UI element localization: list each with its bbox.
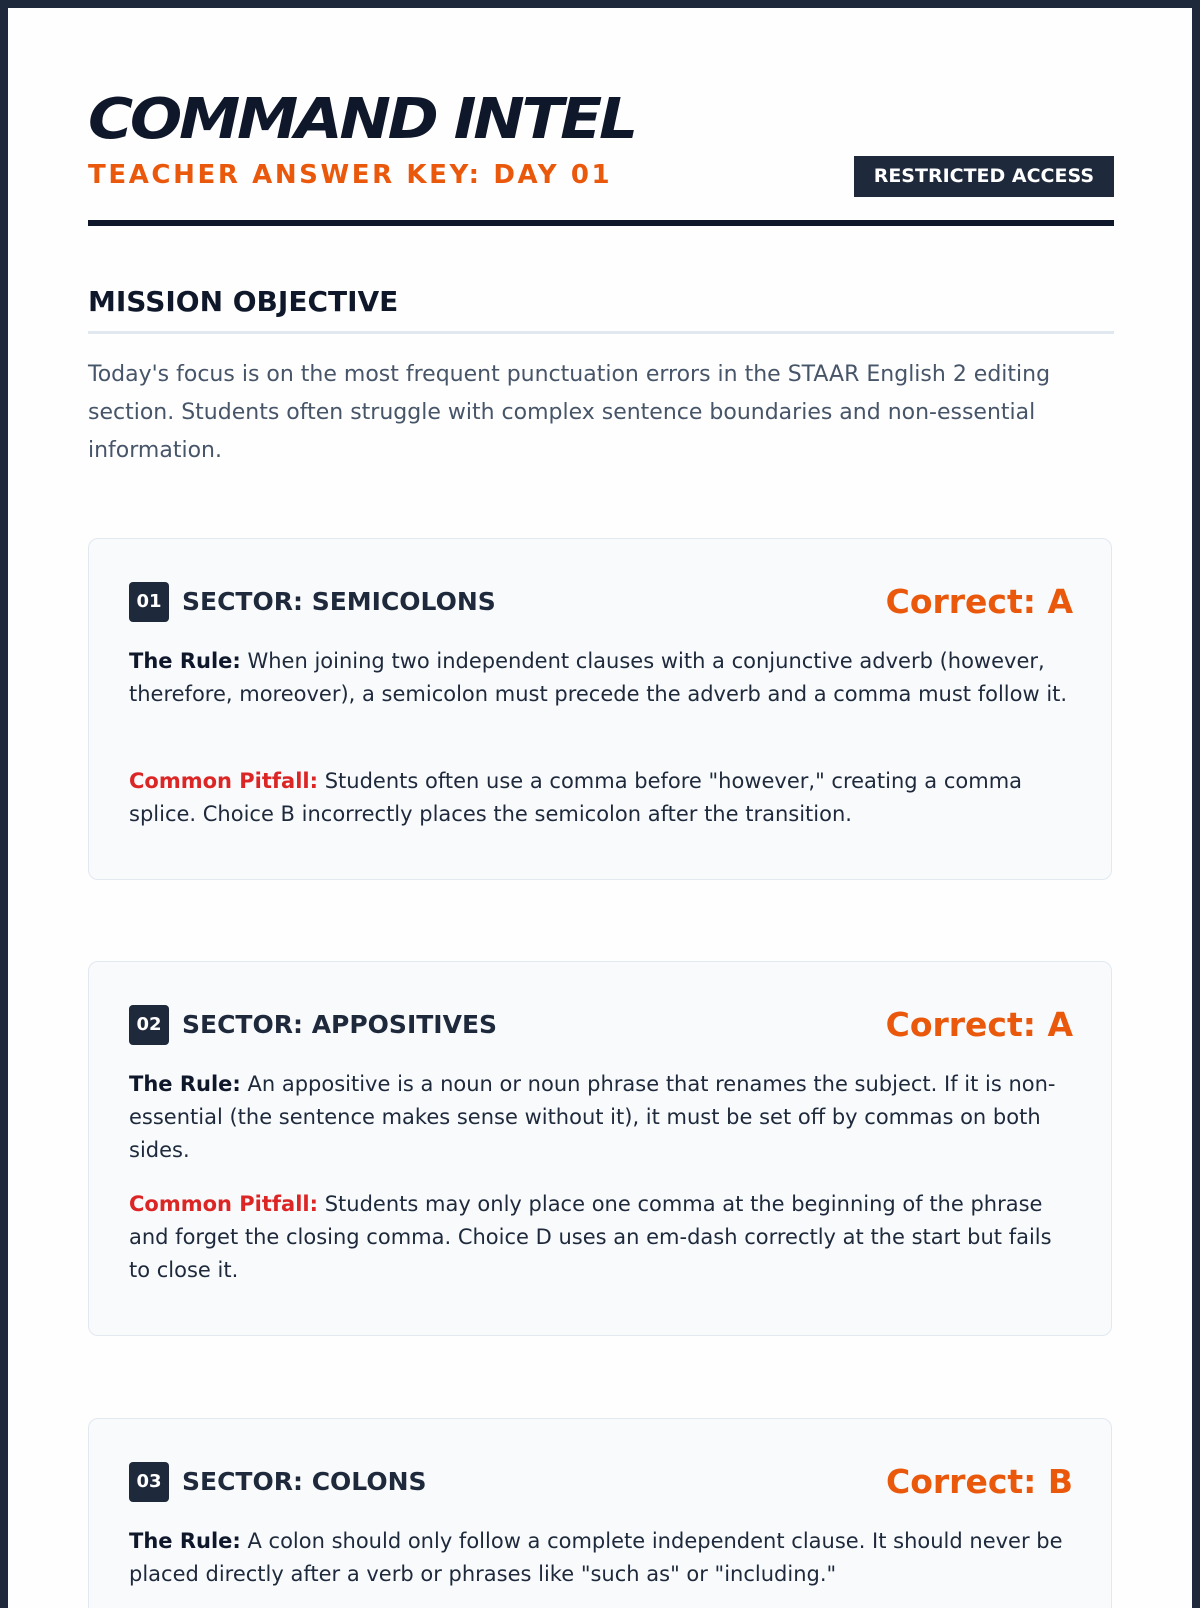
rule-paragraph (129, 1525, 1073, 1591)
rule-paragraph (129, 645, 1073, 711)
sector-number-badge: 02 (129, 1005, 169, 1045)
sector-title: SECTOR: COLONS (182, 1467, 427, 1496)
restricted-access-badge: RESTRICTED ACCESS (854, 156, 1114, 197)
sector-card-header (129, 582, 1073, 622)
pitfall-text: Students often use a comma before "however," creating a comma splice. Choice B incorrectly places the semicolon after the transition. (129, 769, 1023, 826)
sector-card-header (129, 1462, 1073, 1502)
rule-text: A colon should only follow a complete independent clause. It should never be placed directly after a verb or phrases like "such as" or "including." (129, 1529, 1063, 1586)
pitfall-text: Students may only place one comma at the beginning of the phrase and forget the closing comma. Choice D uses an em-dash correctly at the start but fails to close it. (129, 1192, 1052, 1282)
brand-title: COMMAND INTEL (88, 87, 635, 152)
sector-card-colons (88, 1418, 1112, 1608)
header-divider (88, 220, 1114, 226)
sector-number-badge: 01 (129, 582, 169, 622)
sector-card-semicolons (88, 538, 1112, 880)
section-divider (88, 331, 1114, 334)
pitfall-label: Common Pitfall: (129, 769, 319, 793)
pitfall-label: Common Pitfall: (129, 1192, 319, 1216)
correct-answer: Correct: A (885, 582, 1073, 621)
correct-answer: Correct: A (885, 1005, 1073, 1044)
mission-objective-text: Today's focus is on the most frequent punctuation errors in the STAAR English 2 editing section. Students often struggle with complex sentence boundaries and non-essential information. (88, 362, 1051, 463)
answer-key-page (8, 8, 1192, 1608)
pitfall-paragraph (129, 765, 1073, 831)
sector-card-appositives (88, 961, 1112, 1336)
sector-title: SECTOR: SEMICOLONS (182, 587, 496, 616)
sector-title: SECTOR: APPOSITIVES (182, 1010, 498, 1039)
mission-objective-heading: MISSION OBJECTIVE (88, 285, 399, 318)
rule-text: When joining two independent clauses with a conjunctive adverb (however, therefore, moreover), a semicolon must precede the adverb and a comma must follow it. (129, 649, 1068, 706)
rule-label: The Rule: (129, 1529, 241, 1553)
rule-paragraph (129, 1068, 1073, 1167)
sector-number-badge: 03 (129, 1462, 169, 1502)
pitfall-paragraph (129, 1188, 1073, 1287)
correct-answer: Correct: B (886, 1462, 1073, 1501)
answer-key-subtitle: TEACHER ANSWER KEY: DAY 01 (88, 160, 613, 190)
rule-label: The Rule: (129, 649, 241, 673)
rule-label: The Rule: (129, 1072, 241, 1096)
sector-card-header (129, 1005, 1073, 1045)
rule-text: An appositive is a noun or noun phrase that renames the subject. If it is non-essential (the sentence makes sense without it), it must be set off by commas on both sides. (129, 1072, 1056, 1162)
